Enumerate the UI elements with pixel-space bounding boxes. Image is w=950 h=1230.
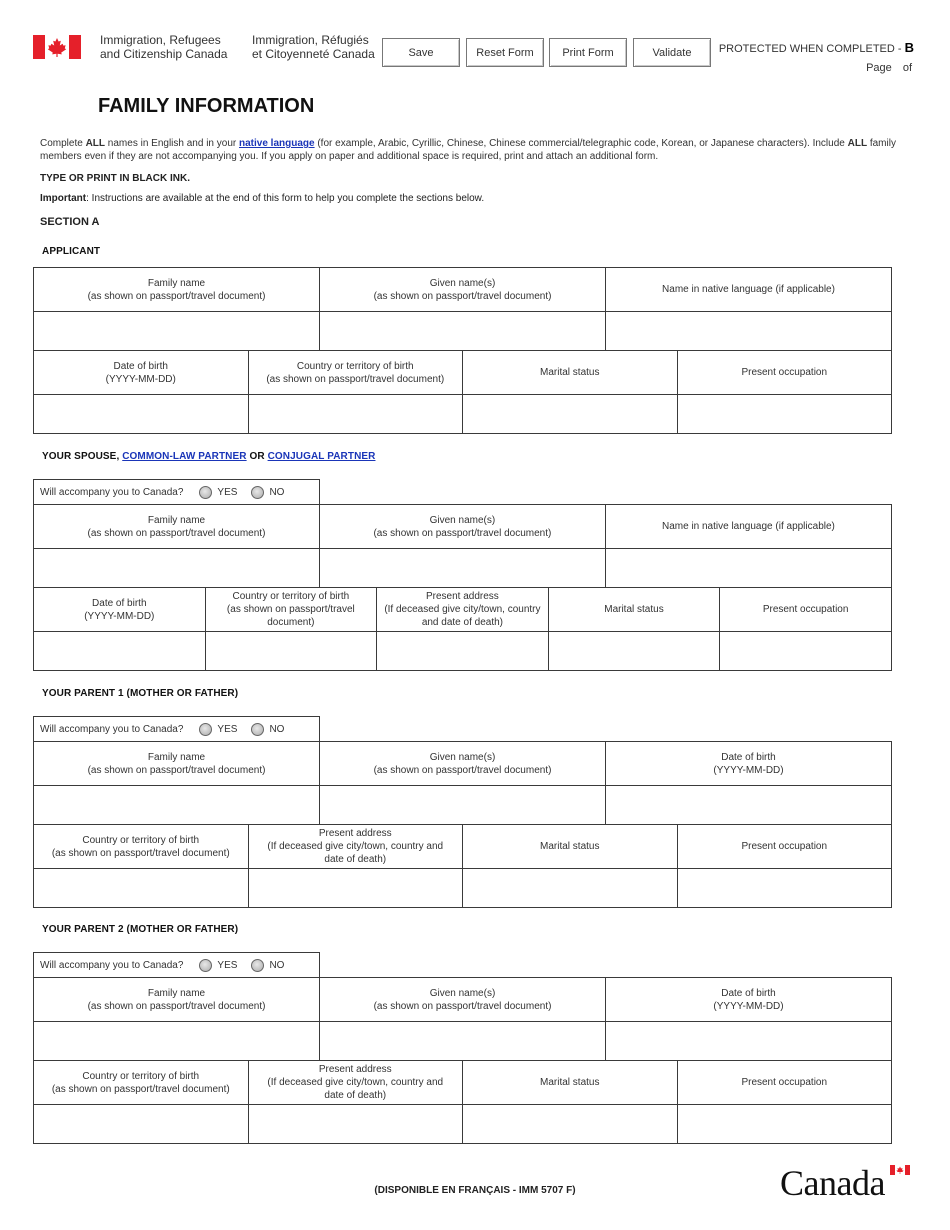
applicant-country-birth-field[interactable] bbox=[248, 395, 463, 434]
department-name-french bbox=[252, 33, 375, 61]
label: (as shown on passport/travel document) bbox=[87, 290, 266, 302]
label: Present address bbox=[318, 1064, 392, 1075]
label: Country or territory of birth bbox=[232, 591, 350, 602]
label: Family name bbox=[147, 514, 206, 526]
occupation-header bbox=[677, 351, 892, 395]
spouse-address-field[interactable] bbox=[377, 632, 549, 671]
label: and date of death) bbox=[421, 617, 503, 628]
label: Present occupation bbox=[741, 841, 828, 852]
label: (YYYY-MM-DD) bbox=[84, 610, 155, 622]
parent1-heading: YOUR PARENT 1 (MOTHER OR FATHER) bbox=[42, 688, 239, 699]
marital-header bbox=[548, 588, 720, 632]
occupation-header bbox=[720, 588, 892, 632]
important-note bbox=[40, 193, 484, 204]
label: Marital status bbox=[540, 1077, 600, 1088]
label: (If deceased give city/town, country and bbox=[267, 1077, 444, 1088]
dob-header bbox=[34, 351, 249, 395]
dob-header bbox=[606, 978, 892, 1022]
occupation-header bbox=[677, 825, 892, 869]
label: Marital status bbox=[604, 604, 664, 615]
label: date of death) bbox=[324, 1090, 387, 1101]
no-label: NO bbox=[269, 959, 285, 971]
canada-flag-icon bbox=[33, 35, 81, 59]
applicant-native-name-field[interactable] bbox=[606, 312, 892, 351]
label: Given name(s) bbox=[429, 751, 496, 763]
accompany-question: Will accompany you to Canada? bbox=[40, 486, 184, 498]
label: Present address bbox=[425, 591, 499, 602]
label: Family name bbox=[147, 751, 206, 763]
label: (as shown on passport/travel bbox=[226, 604, 355, 615]
parent1-table bbox=[33, 741, 892, 908]
family-name-header bbox=[34, 268, 320, 312]
parent1-family-name-field[interactable] bbox=[34, 786, 320, 825]
section-a-heading: SECTION A bbox=[40, 216, 100, 228]
label: (as shown on passport/travel document) bbox=[87, 764, 266, 776]
spouse-dob-field[interactable] bbox=[34, 632, 206, 671]
spouse-native-name-field[interactable] bbox=[605, 549, 891, 588]
label: Date of birth bbox=[92, 597, 147, 609]
given-names-header bbox=[320, 742, 606, 786]
reset-form-button[interactable]: Reset Form bbox=[466, 38, 544, 67]
label: document) bbox=[267, 617, 315, 628]
page-label: Page of bbox=[866, 62, 912, 74]
given-names-header bbox=[319, 505, 605, 549]
family-name-header bbox=[34, 742, 320, 786]
radio-icon[interactable] bbox=[251, 959, 264, 972]
important-label: Important bbox=[40, 193, 87, 204]
spouse-accompany-row bbox=[33, 479, 320, 504]
marital-header bbox=[463, 1061, 678, 1105]
no-label: NO bbox=[269, 486, 285, 498]
parent2-dob-field[interactable] bbox=[606, 1022, 892, 1061]
applicant-table bbox=[33, 267, 892, 434]
spouse-given-names-field[interactable] bbox=[319, 549, 605, 588]
print-form-button[interactable]: Print Form bbox=[549, 38, 627, 67]
spouse-country-birth-field[interactable] bbox=[205, 632, 377, 671]
spouse-mid: OR bbox=[246, 451, 268, 462]
yes-label: YES bbox=[217, 959, 238, 971]
parent1-accompany-row bbox=[33, 716, 320, 741]
protected-letter: B bbox=[904, 40, 914, 55]
native-name-header bbox=[606, 268, 892, 312]
radio-icon[interactable] bbox=[251, 486, 264, 499]
label: (YYYY-MM-DD) bbox=[713, 764, 784, 776]
spouse-occupation-field[interactable] bbox=[720, 632, 892, 671]
parent2-yes-option[interactable] bbox=[199, 959, 237, 972]
common-law-partner-link[interactable]: COMMON-LAW PARTNER bbox=[122, 451, 247, 462]
no-label: NO bbox=[269, 723, 285, 735]
radio-icon[interactable] bbox=[199, 723, 212, 736]
applicant-dob-field[interactable] bbox=[34, 395, 249, 434]
label: Name in native language (if applicable) bbox=[662, 284, 835, 295]
label: (YYYY-MM-DD) bbox=[105, 373, 176, 385]
label: (as shown on passport/travel document) bbox=[51, 847, 230, 859]
parent1-dob-field[interactable] bbox=[606, 786, 892, 825]
label: Name in native language (if applicable) bbox=[661, 521, 835, 532]
applicant-occupation-field[interactable] bbox=[677, 395, 892, 434]
intro-all: ALL bbox=[85, 138, 106, 149]
parent1-marital-field[interactable] bbox=[463, 869, 678, 908]
spouse-heading bbox=[42, 451, 375, 462]
country-birth-header bbox=[205, 588, 377, 632]
label: (as shown on passport/travel document) bbox=[87, 527, 266, 539]
intro-all: ALL bbox=[847, 138, 868, 149]
label: Family name bbox=[147, 987, 206, 999]
label: Present occupation bbox=[762, 604, 849, 615]
type-or-print-note: TYPE OR PRINT IN BLACK INK. bbox=[40, 173, 191, 184]
parent1-yes-option[interactable] bbox=[199, 723, 237, 736]
intro-text: family members even if they are not accompanying you. If you apply on paper and additional space is required, print and attach an additional form. bbox=[40, 138, 896, 162]
footer-form-number: (DISPONIBLE EN FRANÇAIS - IMM 5707 F) bbox=[374, 1185, 576, 1196]
applicant-heading: APPLICANT bbox=[42, 246, 101, 257]
country-birth-header bbox=[248, 351, 463, 395]
family-name-header bbox=[34, 978, 320, 1022]
occupation-header bbox=[677, 1061, 892, 1105]
yes-label: YES bbox=[217, 486, 238, 498]
native-name-header bbox=[605, 505, 891, 549]
spouse-table bbox=[33, 504, 892, 671]
parent1-address-field[interactable] bbox=[248, 869, 463, 908]
save-button[interactable]: Save bbox=[382, 38, 460, 67]
parent2-table bbox=[33, 977, 892, 1144]
accompany-question: Will accompany you to Canada? bbox=[40, 959, 184, 971]
address-header bbox=[248, 1061, 463, 1105]
country-birth-header bbox=[34, 825, 249, 869]
intro-text: Complete bbox=[40, 138, 86, 149]
wordmark-flag-icon bbox=[890, 1165, 910, 1175]
parent2-occupation-field[interactable] bbox=[677, 1105, 892, 1144]
dept-fr-line1: Immigration, Réfugiés bbox=[252, 33, 369, 47]
label: (as shown on passport/travel document) bbox=[373, 764, 552, 776]
protected-notice bbox=[719, 40, 914, 55]
label: (as shown on passport/travel document) bbox=[87, 1000, 266, 1012]
validate-button[interactable]: Validate bbox=[633, 38, 711, 67]
parent2-given-names-field[interactable] bbox=[320, 1022, 606, 1061]
label: (If deceased give city/town, country bbox=[384, 604, 541, 615]
parent2-accompany-row bbox=[33, 952, 320, 977]
dept-en-line2: and Citizenship Canada bbox=[100, 47, 228, 61]
label: date of death) bbox=[324, 854, 387, 865]
accompany-question: Will accompany you to Canada? bbox=[40, 723, 184, 735]
address-header bbox=[248, 825, 463, 869]
spouse-marital-field[interactable] bbox=[548, 632, 720, 671]
intro-text: names in English and in your bbox=[105, 138, 239, 149]
native-language-link[interactable]: native language bbox=[239, 138, 315, 149]
label: Marital status bbox=[540, 841, 600, 852]
yes-label: YES bbox=[217, 723, 238, 735]
canada-wordmark: Canada bbox=[780, 1163, 885, 1203]
dob-header bbox=[606, 742, 892, 786]
dob-header bbox=[34, 588, 206, 632]
dept-en-line1: Immigration, Refugees bbox=[100, 33, 221, 47]
label: (as shown on passport/travel document) bbox=[373, 527, 552, 539]
label: Present occupation bbox=[741, 1077, 828, 1088]
parent1-country-birth-field[interactable] bbox=[34, 869, 249, 908]
spouse-yes-option[interactable] bbox=[199, 486, 237, 499]
marital-header bbox=[463, 351, 678, 395]
parent1-given-names-field[interactable] bbox=[320, 786, 606, 825]
parent2-family-name-field[interactable] bbox=[34, 1022, 320, 1061]
radio-icon[interactable] bbox=[251, 723, 264, 736]
given-names-header bbox=[320, 978, 606, 1022]
spouse-prefix: YOUR SPOUSE, bbox=[42, 451, 123, 462]
label: Marital status bbox=[540, 367, 600, 378]
label: (as shown on passport/travel document) bbox=[373, 290, 552, 302]
label: Date of birth bbox=[721, 751, 776, 763]
important-text: : Instructions are available at the end of this form to help you complete the sections below. bbox=[86, 193, 485, 204]
parent2-address-field[interactable] bbox=[248, 1105, 463, 1144]
parent2-heading: YOUR PARENT 2 (MOTHER OR FATHER) bbox=[42, 924, 239, 935]
department-name-english bbox=[100, 33, 227, 61]
parent2-marital-field[interactable] bbox=[463, 1105, 678, 1144]
label: Family name bbox=[147, 277, 206, 289]
address-header bbox=[377, 588, 549, 632]
family-name-header bbox=[34, 505, 320, 549]
label: Country or territory of birth bbox=[82, 1070, 200, 1082]
applicant-marital-field[interactable] bbox=[463, 395, 678, 434]
spouse-no-option[interactable] bbox=[251, 486, 284, 499]
label: Date of birth bbox=[721, 987, 776, 999]
label: (YYYY-MM-DD) bbox=[713, 1000, 784, 1012]
given-names-header bbox=[320, 268, 606, 312]
parent2-no-option[interactable] bbox=[251, 959, 284, 972]
applicant-family-name-field[interactable] bbox=[34, 312, 320, 351]
country-birth-header bbox=[34, 1061, 249, 1105]
parent2-country-birth-field[interactable] bbox=[34, 1105, 249, 1144]
label: (as shown on passport/travel document) bbox=[373, 1000, 552, 1012]
label: Given name(s) bbox=[429, 277, 496, 289]
intro-text: (for example, Arabic, Cyrillic, Chinese, Chinese commercial/telegraphic code, Korean, or Japanese characters). Include bbox=[314, 138, 848, 149]
radio-icon[interactable] bbox=[199, 959, 212, 972]
label: Present occupation bbox=[741, 367, 828, 378]
parent1-occupation-field[interactable] bbox=[677, 869, 892, 908]
label: Given name(s) bbox=[429, 514, 496, 526]
label: Country or territory of birth bbox=[296, 360, 414, 372]
conjugal-partner-link[interactable]: CONJUGAL PARTNER bbox=[267, 451, 376, 462]
applicant-given-names-field[interactable] bbox=[320, 312, 606, 351]
radio-icon[interactable] bbox=[199, 486, 212, 499]
label: (as shown on passport/travel document) bbox=[51, 1083, 230, 1095]
spouse-family-name-field[interactable] bbox=[34, 549, 320, 588]
protected-text: PROTECTED WHEN COMPLETED - bbox=[718, 43, 905, 55]
dept-fr-line2: et Citoyenneté Canada bbox=[252, 47, 375, 61]
label: (as shown on passport/travel document) bbox=[266, 373, 445, 385]
intro-paragraph bbox=[40, 137, 908, 163]
page-title: FAMILY INFORMATION bbox=[98, 95, 315, 117]
marital-header bbox=[463, 825, 678, 869]
label: Country or territory of birth bbox=[82, 834, 200, 846]
label: Present address bbox=[318, 828, 392, 839]
parent1-no-option[interactable] bbox=[251, 723, 284, 736]
label: Date of birth bbox=[113, 360, 168, 372]
label: Given name(s) bbox=[429, 987, 496, 999]
label: (If deceased give city/town, country and bbox=[267, 841, 444, 852]
